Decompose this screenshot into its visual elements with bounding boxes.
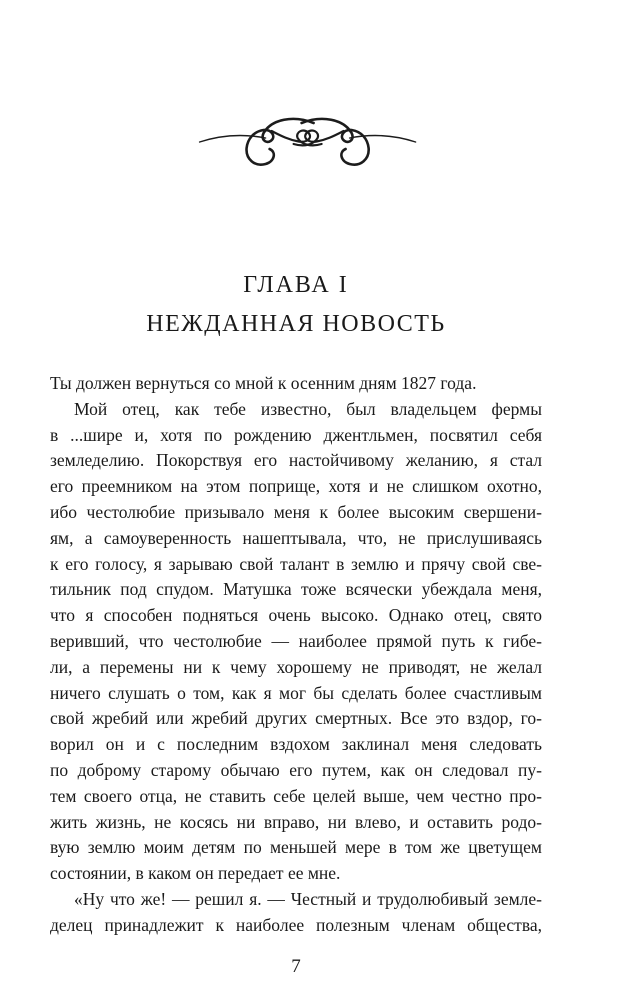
text-line: земледелию. Покорствуя его настойчивому желанию, я стал <box>50 450 542 471</box>
text-line: «Ну что же! — решил я. — Честный и трудолюбивый земле- <box>74 888 542 909</box>
text-line: тем своего отца, не ставить себе целей выше, чем честно про- <box>50 785 542 806</box>
text-line: по доброму старому обычаю его путем, как он следовал пу- <box>50 759 542 780</box>
text-line: свой жребий или жребий других смертных. Все это вздор, го- <box>50 708 542 729</box>
text-line: Мой отец, как тебе известно, был владельцем фермы <box>74 398 542 419</box>
text-line: ли, а перемены ни к чему хорошему не приводят, не желал <box>50 656 542 677</box>
chapter-label: ГЛАВА I <box>243 272 349 298</box>
text-line: жить жизнь, не косясь ни вправо, ни влево, и оставить родо- <box>50 811 542 832</box>
chapter-title: НЕЖДАННАЯ НОВОСТЬ <box>146 311 446 337</box>
text-line: вую землю моим детям по меньшей мере в том же цветущем <box>50 837 542 858</box>
text-line: веривший, что честолюбие — наиболее прямой путь к гибе- <box>50 630 542 651</box>
text-line: что я способен подняться очень высоко. Однако отец, свято <box>50 605 542 626</box>
text-line: состоянии, в каком он передает ее мне. <box>50 863 341 884</box>
flourish-ornament-icon <box>197 110 417 172</box>
text-line: ворил он и с последним вздохом заклинал меня следовать <box>50 734 542 755</box>
page-number: 7 <box>291 956 301 977</box>
text-line: его преемником на этом поприще, хотя и не слишком охотно, <box>50 476 542 497</box>
text-line: ям, а самоуверенность нашептывала, что, не прислушиваясь <box>50 527 542 548</box>
text-line: делец принадлежит к наиболее полезным членам общества, <box>50 914 542 935</box>
text-line: тильник под спудом. Матушка тоже всячески убеждала меня, <box>50 579 542 600</box>
body-text <box>50 371 542 939</box>
text-line: в ...шире и, хотя по рождению джентльмен, посвятил себя <box>50 424 542 445</box>
text-line: Ты должен вернуться со мной к осенним дням 1827 года. <box>50 373 477 393</box>
text-line: к его голосу, я зарываю свой талант в землю и прячу свой све- <box>50 553 542 574</box>
text-line: ничего слушать о том, как я мог бы сделать более счастливым <box>50 682 542 703</box>
text-line: ибо честолюбие призывало меня к более высоким свершени- <box>50 501 542 522</box>
